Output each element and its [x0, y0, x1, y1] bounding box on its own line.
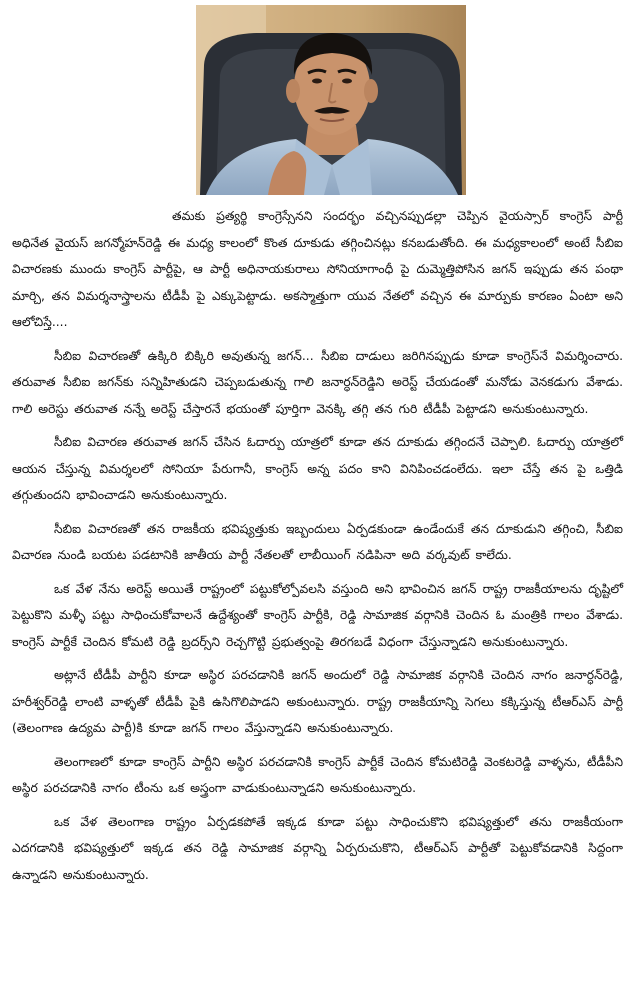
article-paragraph: సీబిఐ విచారణతో ఉక్కిరి బిక్కిరి అవుతున్న జగన్... సీబిఐ దాడులు జరిగినప్పుడు కూడా కాంగ్రెస్‌నే విమర్శించారు. తరువాత సీబిఐ జగన్‌కు సన్నిహితుడని చెప్పబడుతున్న గాలి జనార్ధన్‌రెడ్డిని అరెస్ట్ చేయడంతో మనోడు వెనకడుగు వేశాడు. గాలి అరెస్టు తరువాత నన్నే అరెస్ట్ చేస్తారనే భయంతో పూర్తిగా వెనక్కి తగ్గి తన గురి టీడీపీ పెట్టాడని అనుకుంటున్నారు.: [12, 348, 623, 416]
article-paragraph: తెలంగాణలో కూడా కాంగ్రెస్ పార్టీని అస్థిర పరచడానికి కాంగ్రెస్ పార్టీకే చెందిన కోమటిరెడ్డి వెంకటరెడ్డి వాళ్ళను, టీడీపీని అస్థిర పరచడానికి నాగం టీంను ఒక అస్త్రంగా వాడుకుంటున్నాడని అనుకుంటున్నారు.: [12, 754, 623, 795]
article-photo: [196, 5, 466, 195]
portrait-illustration: [196, 5, 466, 195]
article-paragraph: ఒక వేళ తెలంగాణ రాష్ట్రం ఏర్పడకపోతే ఇక్కడ కూడా పట్టు సాధించుకొని భవిష్యత్తులో తను రాజకీయంగా ఎదగడానికి భవిష్యత్తులో ఇక్కడ తన రెడ్డి సామాజిక వర్గాన్ని ఏర్పరుచుకొని, టీఆర్ఎస్ పార్టీతో పెట్టుకోవడానికి సిద్దంగా ఉన్నాడని అనుకుంటున్నారు.: [12, 814, 623, 882]
article-paragraph: తమకు ప్రత్యర్థి కాంగ్రెస్సేనని సందర్భం వచ్చినప్పుడల్లా చెప్పిన వైయస్సార్ కాంగ్రెస్ పార్టీ అధినేత వైయస్ జగన్మోహన్‌రెడ్డి ఈ మధ్య కాలంలో కొంత దూకుడు తగ్గించినట్లు కనబడుతోంది. ఈ మధ్యకాలంలో అంటే సీబిఐ విచారణకు ముందు కాంగ్రెస్ పార్టీపై, ఆ పార్టీ అధినాయకురాలు సోనియాగాంధీ పై దుమ్మెత్తిపోసిన జగన్ ఇప్పుడు తన పంథా మార్చి, తన విమర్శనాస్త్రాలను టీడీపీ పై ఎక్కుపెట్టాడు. అకస్మాత్తుగా యువ నేతలో వచ్చిన ఈ మార్పుకు కారణం ఏంటా అని ఆలోచిస్తే....: [12, 209, 623, 329]
article-paragraph: సీబిఐ విచారణతో తన రాజకీయ భవిష్యత్తుకు ఇబ్బందులు ఏర్పడకుండా ఉండేందుకే తన దూకుడుని తగ్గించి, సీబిఐ విచారణ నుండి బయట పడటానికి జాతీయ పార్టీ నేతలతో లాబీయింగ్ నడిపినా అది వర్కవుట్ కాలేదు.: [12, 521, 623, 562]
article-body: [12, 203, 623, 895]
article-paragraph: ఒక వేళ నేను అరెస్ట్ అయితే రాష్ట్రంలో పట్టుకోల్పోవలసి వస్తుంది అని భావించిన జగన్ రాష్ట్ర రాజకీయాలను దృష్టిలో పెట్టుకొని మళ్ళీ పట్టు సాధించుకోవాలనే ఉద్దేశ్యంతో కాంగ్రెస్ పార్టీకి, రెడ్డి సామాజిక వర్గానికి చెందిన ఓ మంత్రికి గాలం వేశాడు. కాంగ్రెస్ పార్టీకే చెందిన కోమటి రెడ్డి బ్రదర్స్‌ని రెచ్చగొట్టి ప్రభుత్వంపై తిరగబడే విధంగా చేస్తున్నాడని అనుకుంటున్నారు.: [12, 581, 623, 649]
article-paragraph: అట్లానే టీడీపీ పార్టీని కూడా అస్థిర పరచడానికి జగన్ అందులో రెడ్డి సామాజిక వర్గానికి చెందిన నాగం జనార్ధన్‌రెడ్డి, హరీశ్వర్‌రెడ్డి లాంటి వాళ్ళతో టీడీపీ పైకి ఉసిగొలిపాడని అకుంటున్నారు. రాష్ట్ర రాజకీయాన్ని సెగలు కక్కిస్తున్న టీఆర్ఎస్ పార్టీ (తెలంగాణ ఉద్యమ పార్టీ)కి కూడా జగన్ గాలం వేస్తున్నాడని అనుకుంటున్నారు.: [12, 668, 623, 735]
article-paragraph: సీబిఐ విచారణ తరువాత జగన్ చేసిన ఓదార్పు యాత్రలో కూడా తన దూకుడు తగ్గిందనే చెప్పాలి. ఓదార్పు యాత్రలో ఆయన చేస్తున్న విమర్శలలో సోనియా పేరుగానీ, కాంగ్రెస్ అన్న పదం కాని వినిపించడంలేదు. ఇలా చేస్తే తన పై ఒత్తిడి తగ్గుతుందని భావించాడని అనుకుంటున్నారు.: [12, 435, 623, 502]
